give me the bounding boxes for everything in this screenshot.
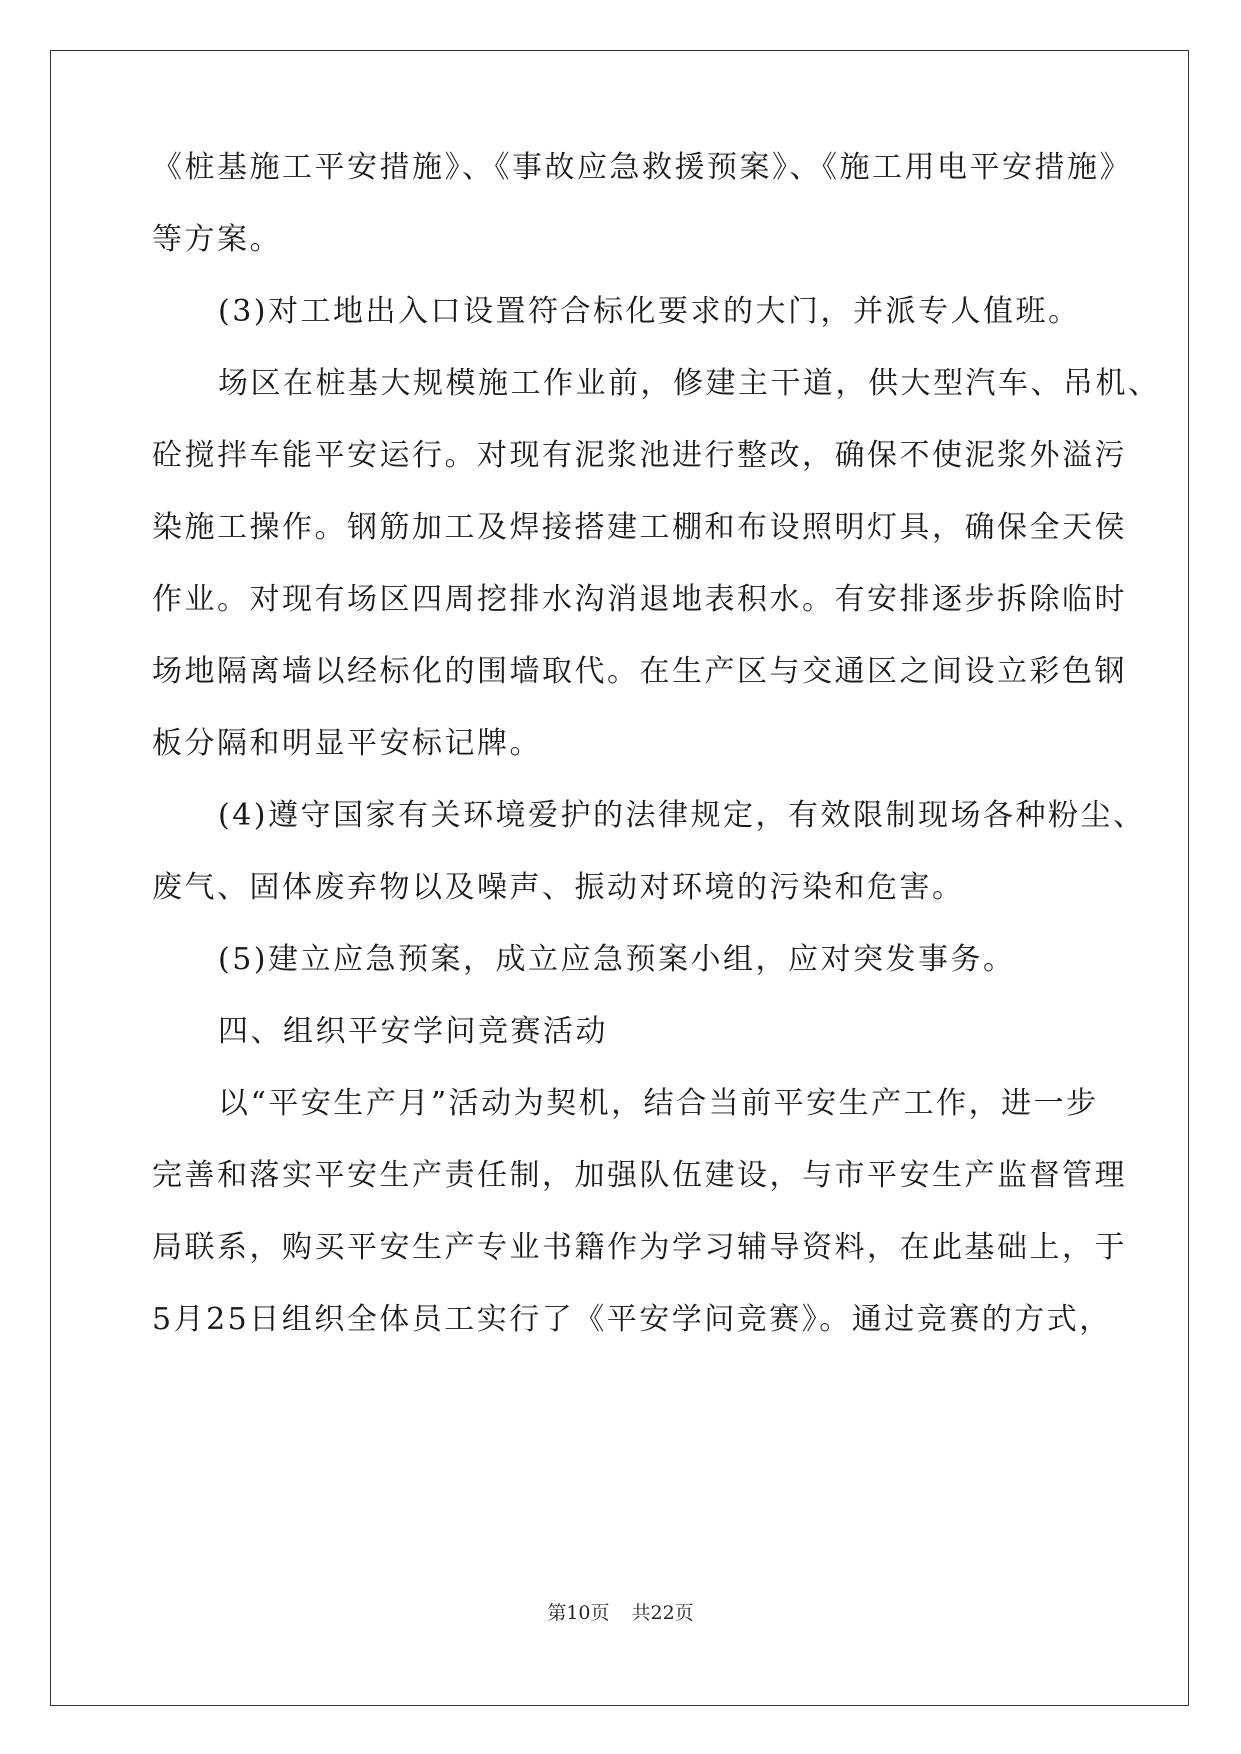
page-total: 共22页 (631, 1602, 694, 1624)
text-line: 以“平安生产月”活动为契机，结合当前平安生产工作，进一步 (218, 1086, 1099, 1121)
page-footer (0, 1601, 1241, 1625)
text-line: (5)建立应急预案，成立应急预案小组，应对突发事务。 (218, 942, 1016, 977)
text-line: 板分隔和明显平安标记牌。 (152, 726, 542, 761)
text-line: 《桩基施工平安措施》、《事故应急救援预案》、《施工用电平安措施》 (152, 150, 1132, 185)
text-line: 砼搅拌车能平安运行。对现有泥浆池进行整改，确保不使泥浆外溢污 (152, 438, 1127, 473)
text-line: (3)对工地出入口设置符合标化要求的大门，并派专人值班。 (218, 294, 1081, 329)
text-line: 完善和落实平安生产责任制，加强队伍建设，与市平安生产监督管理 (152, 1158, 1127, 1193)
page-number: 第10页 (547, 1602, 610, 1624)
text-line: 染施工操作。钢筋加工及焊接搭建工棚和布设照明灯具，确保全天侯 (152, 510, 1127, 545)
text-line: 作业。对现有场区四周挖排水沟消退地表积水。有安排逐步拆除临时 (152, 582, 1127, 617)
text-line: (4)遵守国家有关环境爱护的法律规定，有效限制现场各种粉尘、 (218, 798, 1146, 833)
text-line: 场地隔离墙以经标化的围墙取代。在生产区与交通区之间设立彩色钢 (152, 654, 1127, 689)
text-line: 废气、固体废弃物以及噪声、振动对环境的污染和危害。 (152, 870, 965, 905)
text-line: 局联系，购买平安生产专业书籍作为学习辅导资料，在此基础上，于 (152, 1230, 1127, 1265)
text-line: 场区在桩基大规模施工作业前，修建主干道，供大型汽车、吊机、 (218, 366, 1161, 401)
section-heading: 四、组织平安学问竞赛活动 (218, 1014, 608, 1049)
text-line: 5月25日组织全体员工实行了《平安学问竞赛》。通过竞赛的方式， (152, 1302, 1112, 1337)
text-line: 等方案。 (152, 222, 282, 257)
